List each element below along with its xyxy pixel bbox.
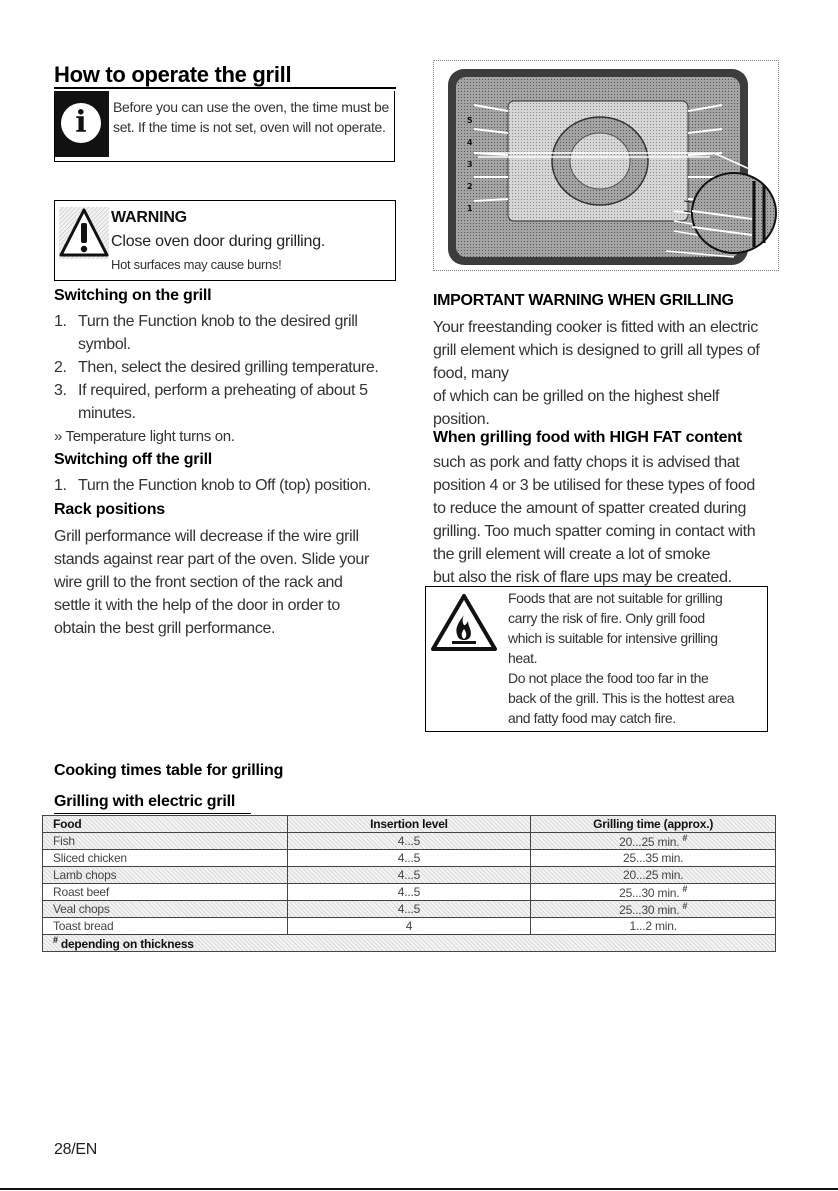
time-value: 25...35 min. xyxy=(623,851,684,865)
text-line: which is suitable for intensive grilling xyxy=(508,630,718,646)
bottom-rule xyxy=(0,1188,838,1190)
step-text: Turn the Function knob to the desired grill xyxy=(78,313,358,330)
text-line: stands against rear part of the oven. Slide your xyxy=(54,551,369,568)
cell-level: 4 xyxy=(287,918,531,935)
step-number: 3. xyxy=(54,382,67,399)
warning-title: WARNING xyxy=(111,209,187,226)
cell-time xyxy=(531,901,776,918)
cell-level: 4...5 xyxy=(287,884,531,901)
table-row xyxy=(43,850,776,867)
warning-text: Close oven door during grilling. xyxy=(111,233,326,250)
text-line: food, many xyxy=(433,365,509,382)
step-text: Then, select the desired grilling temperature. xyxy=(78,359,379,376)
time-value: 25...30 min. xyxy=(619,903,680,917)
warning-triangle-icon xyxy=(59,207,109,259)
cell-food: Fish xyxy=(43,833,288,850)
table-row xyxy=(43,901,776,918)
header-food: Food xyxy=(43,816,288,833)
table-header-row xyxy=(43,816,776,833)
step-text: minutes. xyxy=(78,405,136,422)
text-line: heat. xyxy=(508,650,538,666)
oven-cavity-image xyxy=(434,61,779,271)
cell-food: Veal chops xyxy=(43,901,288,918)
switch-on-steps xyxy=(54,310,414,420)
oven-illustration xyxy=(433,60,779,271)
fire-warning-text xyxy=(508,588,766,728)
text-line: grill element which is designed to grill all types of xyxy=(433,342,760,359)
text-line: position. xyxy=(433,411,490,428)
switch-on-heading: Switching on the grill xyxy=(54,287,212,304)
page-title: How to operate the grill xyxy=(54,62,292,87)
table-row xyxy=(43,867,776,884)
text-line: carry the risk of fire. Only grill food xyxy=(508,610,705,626)
step-text: symbol. xyxy=(78,336,131,353)
step-number: 2. xyxy=(54,359,67,376)
shelf-number-2: 2 xyxy=(467,182,473,191)
text-line: wire grill to the front section of the rack and xyxy=(54,574,343,591)
title-underline xyxy=(54,87,396,89)
cell-level: 4...5 xyxy=(287,850,531,867)
text-line: grilling. Too much spatter coming in contact with xyxy=(433,523,756,540)
step-number: 1. xyxy=(54,313,67,330)
cell-time xyxy=(531,850,776,867)
shelf-number-4: 4 xyxy=(467,138,473,147)
time-value: 20...25 min. xyxy=(619,835,680,849)
cell-food: Lamb chops xyxy=(43,867,288,884)
shelf-number-5: 5 xyxy=(467,116,473,125)
table-row xyxy=(43,833,776,850)
text-line: position 4 or 3 be utilised for these types of food xyxy=(433,477,755,494)
table-row xyxy=(43,918,776,935)
text-line: Foods that are not suitable for grilling xyxy=(508,590,723,606)
text-line: and fatty food may catch fire. xyxy=(508,710,676,726)
info-icon: i xyxy=(55,91,109,157)
cell-time xyxy=(531,884,776,901)
table-title: Cooking times table for grilling xyxy=(54,762,284,779)
fire-warning-icon xyxy=(430,593,498,653)
text-line: back of the grill. This is the hottest area xyxy=(508,690,735,706)
footnote-marker: # xyxy=(682,833,688,843)
text-line: of which can be grilled on the highest shelf xyxy=(433,388,720,405)
high-fat-text xyxy=(433,451,803,589)
time-value: 1...2 min. xyxy=(629,919,677,933)
cell-time xyxy=(531,918,776,935)
subtitle-underline xyxy=(54,813,251,814)
footnote-text: depending on thickness xyxy=(60,937,194,951)
shelf-number-1: 1 xyxy=(467,204,473,213)
temperature-light-note: » Temperature light turns on. xyxy=(54,428,235,445)
cell-food: Sliced chicken xyxy=(43,850,288,867)
footnote-marker: # xyxy=(53,935,58,945)
warning-subtext: Hot surfaces may cause burns! xyxy=(111,257,282,272)
step-number: 1. xyxy=(54,477,67,494)
important-warning-text xyxy=(433,316,793,431)
cell-level: 4...5 xyxy=(287,833,531,850)
time-value: 25...30 min. xyxy=(619,886,680,900)
cell-level: 4...5 xyxy=(287,901,531,918)
fire-warning-box xyxy=(425,586,768,732)
time-value: 20...25 min. xyxy=(623,868,684,882)
text-line: to reduce the amount of spatter created during xyxy=(433,500,746,517)
switch-off-heading: Switching off the grill xyxy=(54,451,213,468)
table-subtitle: Grilling with electric grill xyxy=(54,793,236,810)
header-insertion-level: Insertion level xyxy=(287,816,531,833)
step-text: Turn the Function knob to Off (top) position. xyxy=(78,477,371,494)
text-line: settle it with the help of the door in order to xyxy=(54,597,340,614)
shelf-number-3: 3 xyxy=(467,160,473,169)
info-note-text: Before you can use the oven, the time must be set. If the time is not set, oven will not operate. xyxy=(113,99,390,135)
grilling-times-table xyxy=(42,815,776,952)
footnote-marker: # xyxy=(682,901,688,911)
table-footnote xyxy=(43,935,776,952)
high-fat-heading: When grilling food with HIGH FAT content xyxy=(433,429,742,446)
text-line: such as pork and fatty chops it is advised that xyxy=(433,454,740,471)
important-warning-heading: IMPORTANT WARNING WHEN GRILLING xyxy=(433,292,734,309)
text-line: but also the risk of flare ups may be created. xyxy=(433,569,732,586)
header-grilling-time: Grilling time (approx.) xyxy=(531,816,776,833)
text-line: Your freestanding cooker is fitted with an electric xyxy=(433,319,758,336)
text-line: the grill element will create a lot of smoke xyxy=(433,546,711,563)
step-text: If required, perform a preheating of about 5 xyxy=(78,382,368,399)
text-line: Grill performance will decrease if the wire grill xyxy=(54,528,359,545)
info-note-box xyxy=(54,91,395,162)
rack-positions-heading: Rack positions xyxy=(54,501,166,518)
page-number: 28/EN xyxy=(54,1141,97,1158)
table-row xyxy=(43,884,776,901)
text-line: obtain the best grill performance. xyxy=(54,620,276,637)
cell-level: 4...5 xyxy=(287,867,531,884)
footnote-marker: # xyxy=(682,884,688,894)
warning-box xyxy=(54,200,396,281)
cell-time xyxy=(531,867,776,884)
cell-food: Roast beef xyxy=(43,884,288,901)
cell-time xyxy=(531,833,776,850)
rack-positions-text xyxy=(54,525,414,640)
table-footnote-row xyxy=(43,935,776,952)
switch-off-steps xyxy=(54,474,414,498)
text-line: Do not place the food too far in the xyxy=(508,670,709,686)
cell-food: Toast bread xyxy=(43,918,288,935)
